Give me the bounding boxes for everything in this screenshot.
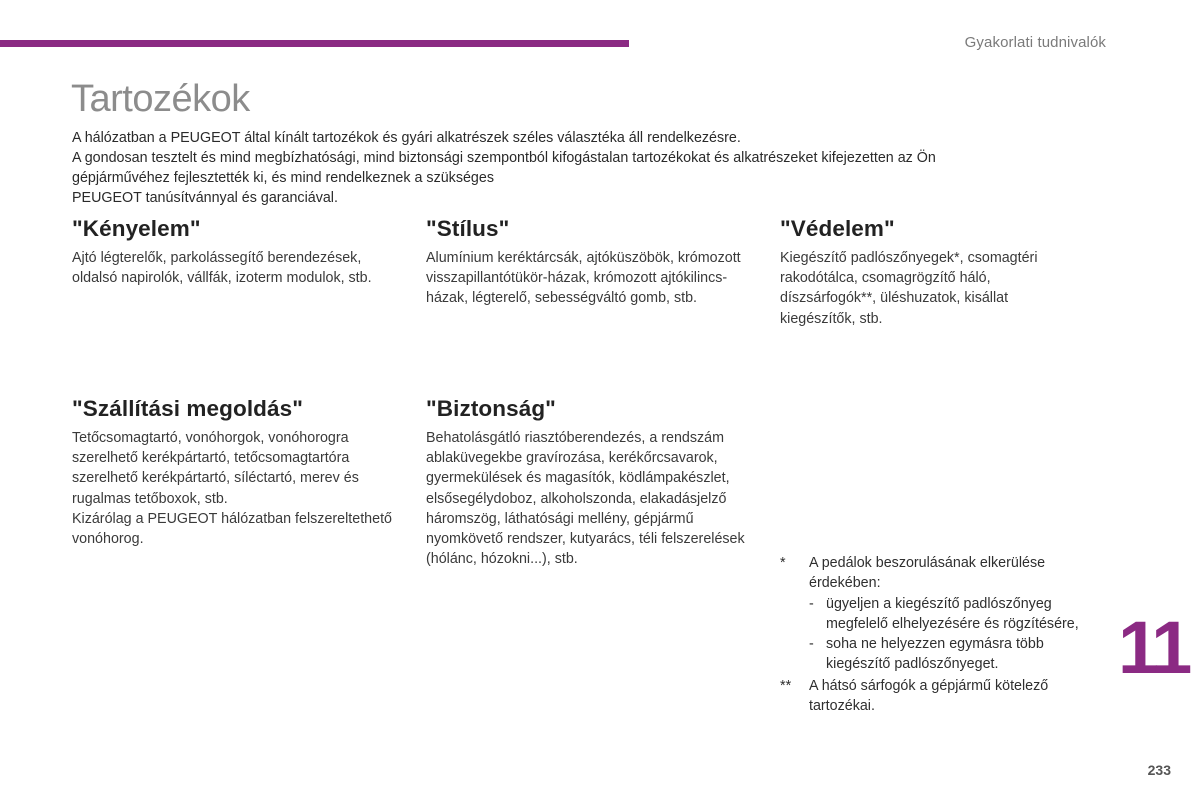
header-accent-bar	[0, 40, 629, 47]
section-transport-text: Tetőcsomagtartó, vonóhorgok, vonóhorogra szerelhető kerékpártartó, tetőcsomagtartóra szerelhető kerékpártartó, síléctartó, merev és rugalmas tetőboxok, stb.	[72, 430, 359, 507]
intro-line-1: A hálózatban a PEUGEOT által kínált tartozékok és gyári alkatrészek széles választéka áll rendelkezésre.	[72, 130, 741, 146]
section-comfort-text: Ajtó légterelők, parkolássegítő berendezések, oldalsó napirolók, vállfák, izoterm modulok, stb.	[72, 250, 372, 287]
footnote-2	[780, 676, 1100, 717]
footnote-2-mark: **	[780, 677, 792, 694]
chapter-number: 11	[1118, 606, 1189, 689]
footnote-dash: -	[809, 595, 814, 612]
footnote-1-text: A pedálok beszorulásának elkerülése érdekében:	[809, 555, 1046, 592]
page-number: 233	[1147, 762, 1171, 778]
section-style	[426, 215, 756, 309]
section-comfort-title: "Kényelem"	[72, 216, 201, 241]
section-security	[426, 395, 756, 569]
footnote-1	[780, 553, 1100, 594]
section-style-title: "Stílus"	[426, 216, 510, 241]
section-transport	[72, 395, 392, 549]
section-protection-title: "Védelem"	[780, 216, 895, 241]
intro-line-2: A gondosan tesztelt és mind megbízhatósági, mind biztonsági szempontból kifogástalan tartozékokat és alkatrészeket kifejezetten az Ön gépjárművéhez fejlesztették ki, és mind rendelkeznek a szükséges	[72, 150, 936, 186]
intro-line-3: PEUGEOT tanúsítvánnyal és garanciával.	[72, 190, 338, 206]
footnote-2-text: A hátsó sárfogók a gépjármű kötelező tartozékai.	[809, 677, 1049, 715]
section-security-title: "Biztonság"	[426, 396, 556, 421]
intro-text	[72, 128, 1032, 208]
footnote-1-sub-1-text: ügyeljen a kiegészítő padlószőnyeg megfelelő elhelyezésére és rögzítésére,	[826, 595, 1079, 632]
section-style-text: Alumínium keréktárcsák, ajtóküszöbök, krómozott visszapillantótükör-házak, krómozott ajtókilincs-házak, légterelő, sebességváltó gomb, stb.	[426, 250, 741, 307]
section-protection	[780, 215, 1070, 329]
footnote-1-sub-2-text: soha ne helyezzen egymásra több kiegészítő padlószőnyeget.	[826, 636, 1044, 673]
footnote-1-sub-1	[809, 594, 1100, 635]
footnote-1-sub-2	[809, 634, 1100, 675]
section-protection-text: Kiegészítő padlószőnyegek*, csomagtéri rakodótálca, csomagrögzítő háló, díszsárfogók**, üléshuzatok, kisállat kiegészítők, stb.	[780, 250, 1038, 327]
footnote-1-mark: *	[780, 555, 786, 571]
section-security-text: Behatolásgátló riasztóberendezés, a rendszám ablaküvegekbe gravírozása, kerékőrcsavarok, gyermekülések és magasítók, ködlámpakészlet, elsősegélydoboz, alkoholszonda, elakadásjelző háromszög, láthatósági mellény, gépjármű nyomkövető rendszer, kutyarács, téli felszerelések (hólánc, hózokni...), stb.	[426, 430, 745, 568]
section-label: Gyakorlati tudnivalók	[964, 34, 1106, 51]
section-transport-title: "Szállítási megoldás"	[72, 396, 304, 421]
section-comfort	[72, 215, 402, 288]
footnote-dash: -	[809, 636, 814, 653]
footnotes	[780, 553, 1100, 716]
page-title: Tartozékok	[71, 78, 250, 120]
section-transport-text-2: Kizárólag a PEUGEOT hálózatban felszereltethető vonóhorog.	[72, 510, 393, 548]
